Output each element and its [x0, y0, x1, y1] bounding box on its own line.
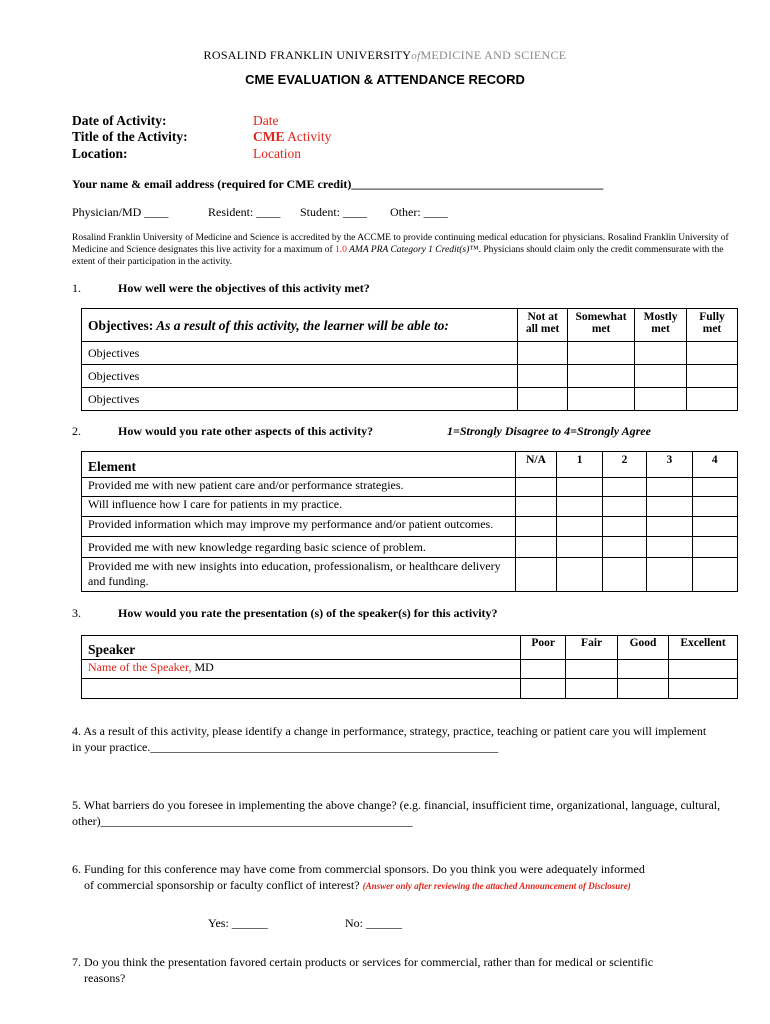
speaker-table [81, 635, 738, 699]
rating-cell[interactable] [521, 660, 566, 679]
university-rest: MEDICINE AND SCIENCE [420, 48, 567, 62]
rating-cell[interactable] [687, 365, 738, 388]
element-row [82, 497, 738, 517]
rating-cell[interactable] [692, 537, 737, 558]
col-4: 4 [692, 452, 737, 478]
q2-number: 2. [72, 424, 81, 438]
q1-number: 1. [72, 281, 81, 295]
rating-cell[interactable] [515, 478, 557, 497]
rating-cell[interactable] [557, 537, 602, 558]
rating-cell[interactable] [521, 679, 566, 699]
accreditation-part2: ™. Physicians should claim only the credit commensurate with the extent of their participation in the activity. [72, 245, 724, 267]
speaker-header-row [82, 636, 738, 660]
element-header: Element [82, 452, 516, 478]
speaker-header: Speaker [82, 636, 521, 660]
rating-cell[interactable] [602, 497, 646, 517]
elements-table [81, 451, 738, 592]
objectives-header-cell [82, 309, 518, 342]
q5-field[interactable]: 5. What barriers do you foresee in implementing the above change? (e.g. financial, insufficient time, organizational, language, cultural, other)____________________________________________________ [72, 798, 721, 828]
q6-line2 [84, 878, 744, 893]
objective-label: Objectives [82, 388, 518, 411]
col-not-at-all-met: Not at all met [518, 309, 568, 342]
rating-cell[interactable] [647, 478, 692, 497]
objective-row [82, 388, 738, 411]
rating-cell[interactable] [566, 660, 618, 679]
rating-cell[interactable] [557, 478, 602, 497]
objectives-table [81, 308, 738, 411]
university-name: ROSALIND FRANKLIN UNIVERSITY [203, 48, 412, 62]
rating-cell[interactable] [568, 342, 635, 365]
role-physician[interactable]: Physician/MD ____ [72, 205, 169, 219]
q2-scale: 1=Strongly Disagree to 4=Strongly Agree [447, 424, 651, 438]
q6-no[interactable]: No: ______ [345, 916, 402, 930]
speaker-name-cell [82, 660, 521, 679]
q6-line2-text: of commercial sponsorship or faculty conflict of interest? [84, 878, 363, 892]
objective-row [82, 342, 738, 365]
rating-cell[interactable] [515, 537, 557, 558]
col-3: 3 [647, 452, 692, 478]
rating-cell[interactable] [635, 388, 687, 411]
objective-label: Objectives [82, 342, 518, 365]
rating-cell[interactable] [566, 679, 618, 699]
accreditation-credit-name: AMA PRA Category 1 Credit(s) [346, 245, 470, 255]
rating-cell[interactable] [669, 679, 738, 699]
rating-cell[interactable] [557, 517, 602, 537]
col-fair: Fair [566, 636, 618, 660]
rating-cell[interactable] [647, 517, 692, 537]
col-somewhat-met: Somewhat met [568, 309, 635, 342]
col-poor: Poor [521, 636, 566, 660]
element-label: Provided information which may improve my performance and/or patient outcomes. [82, 517, 516, 537]
q6-note: (Answer only after reviewing the attached Announcement of Disclosure) [362, 881, 631, 891]
element-label: Will influence how I care for patients in my practice. [82, 497, 516, 517]
col-mostly-met: Mostly met [635, 309, 687, 342]
activity-value-rest: Activity [284, 129, 332, 144]
rating-cell[interactable] [602, 517, 646, 537]
accreditation-statement [72, 232, 732, 268]
col-excellent: Excellent [669, 636, 738, 660]
speaker-name: Name of the Speaker, [88, 660, 192, 674]
rating-cell[interactable] [687, 342, 738, 365]
objectives-head-b: As a result of this activity, the learner will be able to: [153, 318, 449, 333]
element-row [82, 537, 738, 558]
location-label: Location: [72, 146, 128, 161]
rating-cell[interactable] [515, 497, 557, 517]
rating-cell[interactable] [515, 558, 557, 592]
rating-cell[interactable] [692, 558, 737, 592]
q6-line1: 6. Funding for this conference may have come from commercial sponsors. Do you think you were adequately informed [72, 862, 645, 876]
university-of: of [411, 50, 421, 62]
element-label: Provided me with new knowledge regarding basic science of problem. [82, 537, 516, 558]
q3-text: How would you rate the presentation (s) of the speaker(s) for this activity? [118, 606, 498, 620]
rating-cell[interactable] [647, 497, 692, 517]
rating-cell[interactable] [618, 679, 669, 699]
rating-cell[interactable] [518, 342, 568, 365]
role-resident[interactable]: Resident: ____ [208, 205, 281, 219]
rating-cell[interactable] [568, 388, 635, 411]
accreditation-credits: 1.0 [335, 245, 347, 255]
page-title: CME EVALUATION & ATTENDANCE RECORD [245, 72, 525, 87]
col-fully-met: Fully met [687, 309, 738, 342]
date-value: Date [253, 113, 279, 128]
col-2: 2 [602, 452, 646, 478]
q6-yes[interactable]: Yes: ______ [208, 916, 268, 930]
role-student[interactable]: Student: ____ [300, 205, 368, 219]
q2-text: How would you rate other aspects of this activity? [118, 424, 374, 438]
date-label: Date of Activity: [72, 113, 167, 128]
objective-label: Objectives [82, 365, 518, 388]
col-na: N/A [515, 452, 557, 478]
rating-cell[interactable] [602, 537, 646, 558]
rating-cell[interactable] [635, 365, 687, 388]
name-email-field[interactable]: Your name & email address (required for CME credit)__________________________________________ [72, 177, 604, 191]
q3-number: 3. [72, 606, 81, 620]
col-1: 1 [557, 452, 602, 478]
university-header [0, 48, 770, 63]
accreditation-part1: Rosalind Franklin University of Medicine and Science is accredited by the ACCME to provide continuing medical education for physicians. Rosalind Franklin University of Medicine and Science designates this live activity for a maximum of [72, 233, 729, 255]
speaker-row [82, 660, 738, 679]
q7-line1: 7. Do you think the presentation favored certain products or services for commercial, rather than for medical or scientific [72, 955, 654, 969]
rating-cell[interactable] [692, 497, 737, 517]
q7-line2: reasons? [84, 971, 126, 985]
rating-cell[interactable] [557, 558, 602, 592]
rating-cell[interactable] [515, 517, 557, 537]
element-row [82, 478, 738, 497]
role-other[interactable]: Other: ____ [390, 205, 448, 219]
col-good: Good [618, 636, 669, 660]
q1-text: How well were the objectives of this activity met? [118, 281, 370, 295]
rating-cell[interactable] [602, 478, 646, 497]
location-value: Location [253, 146, 301, 161]
objectives-header-row [82, 309, 738, 342]
speaker-row [82, 679, 738, 699]
activity-value [253, 128, 331, 145]
rating-cell[interactable] [647, 537, 692, 558]
rating-cell[interactable] [602, 558, 646, 592]
element-row [82, 558, 738, 592]
rating-cell[interactable] [692, 478, 737, 497]
speaker-name-cell [82, 679, 521, 699]
rating-cell[interactable] [518, 388, 568, 411]
rating-cell[interactable] [692, 517, 737, 537]
objective-row [82, 365, 738, 388]
objectives-head-a: Objectives: [88, 318, 154, 333]
rating-cell[interactable] [635, 342, 687, 365]
rating-cell[interactable] [669, 660, 738, 679]
element-label: Provided me with new patient care and/or performance strategies. [82, 478, 516, 497]
activity-value-prefix: CME [253, 129, 285, 144]
q4-field[interactable]: 4. As a result of this activity, please identify a change in performance, strategy, practice, teaching or patient care you will implement in your practice.__________________________________________________________ [72, 724, 707, 754]
rating-cell[interactable] [647, 558, 692, 592]
elements-header-row [82, 452, 738, 478]
element-label: Provided me with new insights into education, professionalism, or healthcare delivery and funding. [82, 558, 516, 592]
speaker-suffix: MD [191, 660, 214, 674]
activity-label: Title of the Activity: [72, 129, 188, 144]
rating-cell[interactable] [687, 388, 738, 411]
rating-cell[interactable] [518, 365, 568, 388]
rating-cell[interactable] [557, 497, 602, 517]
rating-cell[interactable] [568, 365, 635, 388]
element-row [82, 517, 738, 537]
rating-cell[interactable] [618, 660, 669, 679]
